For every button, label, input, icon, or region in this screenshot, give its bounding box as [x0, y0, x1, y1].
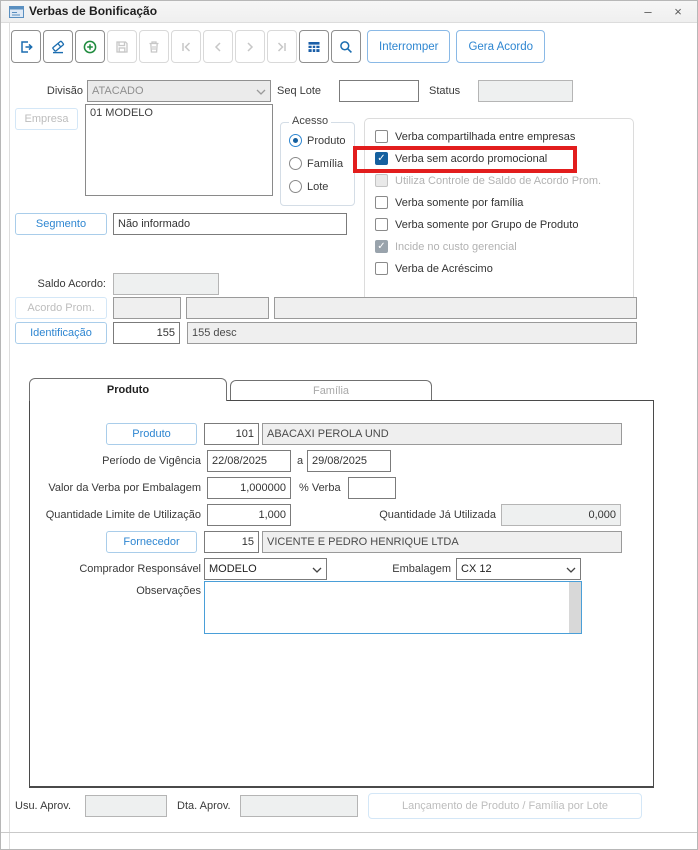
toolbar — [11, 30, 545, 63]
identificacao-desc-input: 155 desc — [187, 322, 637, 344]
seq-lote-label: Seq Lote — [277, 85, 322, 97]
usu-aprov-input — [85, 795, 167, 817]
observacoes-textarea[interactable] — [204, 581, 582, 634]
saldo-acordo-input — [113, 273, 219, 295]
left-edge-divider — [9, 23, 10, 849]
radio-unselected-icon — [289, 180, 302, 193]
status-label: Status — [429, 85, 461, 97]
checkbox-label: Verba de Acréscimo — [395, 262, 493, 275]
periodo-conjunction-label: a — [297, 455, 304, 467]
checkbox-checked-disabled-icon: ✓ — [375, 240, 388, 253]
flags-panel — [364, 118, 634, 302]
acordo-prom-input-1 — [113, 297, 181, 319]
form-icon — [9, 6, 24, 18]
add-button[interactable] — [75, 30, 105, 63]
checkbox-label: Incide no custo gerencial — [395, 240, 517, 253]
divisao-select — [87, 80, 271, 102]
seq-lote-input[interactable] — [339, 80, 419, 102]
checkbox-label: Verba somente por Grupo de Produto — [395, 218, 579, 231]
scrollbar[interactable] — [569, 582, 581, 633]
radio-selected-icon — [289, 134, 302, 147]
checkbox-unchecked-icon — [375, 196, 388, 209]
search-button[interactable] — [331, 30, 361, 63]
fornecedor-code-input[interactable]: 15 — [204, 531, 259, 553]
exit-button[interactable] — [11, 30, 41, 63]
interromper-button[interactable]: Interromper — [367, 30, 450, 63]
valor-verba-label: Valor da Verba por Embalagem — [48, 482, 201, 494]
lancamento-lote-button: Lançamento de Produto / Família por Lote — [368, 793, 642, 819]
pct-verba-input[interactable] — [348, 477, 396, 499]
checkbox-verba-sem-acordo[interactable] — [375, 152, 547, 165]
eraser-icon — [50, 39, 66, 55]
plus-circle-icon — [82, 39, 98, 55]
acordo-prom-input-2 — [186, 297, 269, 319]
chevron-down-icon — [256, 89, 266, 95]
saldo-acordo-label: Saldo Acordo: — [37, 278, 106, 290]
segmento-button[interactable]: Segmento — [15, 213, 107, 235]
empresa-button: Empresa — [15, 108, 78, 130]
valor-verba-input[interactable]: 1,000000 — [207, 477, 291, 499]
window-title: Verbas de Bonificação — [29, 4, 158, 18]
embalagem-select[interactable] — [456, 558, 581, 580]
usu-aprov-label: Usu. Aprov. — [15, 800, 72, 812]
first-record-button — [171, 30, 201, 63]
radio-familia[interactable] — [289, 157, 343, 170]
checkbox-unchecked-icon — [375, 130, 388, 143]
radio-lote-label: Lote — [307, 180, 329, 193]
grid-button[interactable] — [299, 30, 329, 63]
periodo-label: Período de Vigência — [102, 455, 201, 467]
fornecedor-button[interactable]: Fornecedor — [106, 531, 197, 553]
checkbox-label: Verba sem acordo promocional — [395, 152, 548, 165]
comprador-value: MODELO — [209, 563, 257, 575]
exit-icon — [18, 39, 34, 55]
empresa-list-item[interactable]: 01 MODELO — [90, 107, 153, 119]
qtd-utilizada-input: 0,000 — [501, 504, 621, 526]
comprador-label: Comprador Responsável — [79, 563, 201, 575]
save-icon — [114, 39, 130, 55]
produto-button[interactable]: Produto — [106, 423, 197, 445]
minimize-button[interactable]: – — [644, 4, 652, 19]
last-record-icon — [274, 39, 290, 55]
embalagem-value: CX 12 — [461, 563, 492, 575]
delete-button — [139, 30, 169, 63]
chevron-down-icon — [312, 567, 322, 573]
acordo-prom-button: Acordo Prom. — [15, 297, 107, 319]
prior-record-icon — [210, 39, 226, 55]
qtd-utilizada-label: Quantidade Já Utilizada — [379, 509, 496, 521]
checkbox-label: Verba compartilhada entre empresas — [395, 130, 576, 143]
gera-acordo-button[interactable]: Gera Acordo — [456, 30, 545, 63]
checkbox-verba-compartilhada[interactable] — [375, 130, 575, 143]
chevron-down-icon — [566, 567, 576, 573]
bottom-divider — [1, 832, 698, 833]
save-button — [107, 30, 137, 63]
identificacao-button[interactable]: Identificação — [15, 322, 107, 344]
tab-produto[interactable]: Produto — [29, 378, 227, 401]
periodo-to-input[interactable]: 29/08/2025 — [307, 450, 391, 472]
produto-code-input[interactable]: 101 — [204, 423, 259, 445]
checkbox-verba-grupo-produto[interactable] — [375, 218, 578, 231]
trash-icon — [146, 39, 162, 55]
last-record-button — [267, 30, 297, 63]
next-record-button — [235, 30, 265, 63]
qtd-limite-label: Quantidade Limite de Utilização — [45, 509, 201, 521]
clear-button[interactable] — [43, 30, 73, 63]
checkbox-unchecked-icon — [375, 218, 388, 231]
comprador-select[interactable] — [204, 558, 327, 580]
checkbox-checked-icon: ✓ — [375, 152, 388, 165]
acesso-title: Acesso — [289, 115, 331, 127]
identificacao-code-input[interactable]: 155 — [113, 322, 180, 344]
first-record-icon — [178, 39, 194, 55]
checkbox-disabled-icon — [375, 174, 388, 187]
qtd-limite-input[interactable]: 1,000 — [207, 504, 291, 526]
status-input — [478, 80, 573, 102]
radio-unselected-icon — [289, 157, 302, 170]
observacoes-label: Observações — [136, 585, 201, 597]
checkbox-label: Utiliza Controle de Saldo de Acordo Prom. — [395, 174, 602, 187]
divisao-value: ATACADO — [92, 85, 144, 97]
tab-familia[interactable]: Família — [230, 380, 432, 400]
radio-produto-label: Produto — [307, 134, 346, 147]
fornecedor-name-input: VICENTE E PEDRO HENRIQUE LTDA — [262, 531, 622, 553]
periodo-from-input[interactable]: 22/08/2025 — [207, 450, 291, 472]
checkbox-unchecked-icon — [375, 262, 388, 275]
checkbox-incide-custo-gerencial — [375, 240, 517, 253]
checkbox-verba-acrescimo[interactable] — [375, 262, 493, 275]
next-record-icon — [242, 39, 258, 55]
search-icon — [338, 39, 354, 55]
divisao-label: Divisão — [46, 85, 83, 97]
checkbox-label: Verba somente por família — [395, 196, 524, 209]
produto-desc-input: ABACAXI PEROLA UND — [262, 423, 622, 445]
grid-icon — [306, 39, 322, 55]
dta-aprov-label: Dta. Aprov. — [177, 800, 231, 812]
pct-verba-label: % Verba — [299, 482, 341, 494]
prior-record-button — [203, 30, 233, 63]
radio-produto[interactable] — [289, 134, 346, 147]
checkbox-verba-somente-familia[interactable] — [375, 196, 523, 209]
empresa-list[interactable] — [85, 104, 273, 196]
acesso-groupbox — [280, 115, 355, 206]
segmento-input[interactable]: Não informado — [113, 213, 347, 235]
checkbox-utiliza-controle-saldo — [375, 174, 601, 187]
radio-lote[interactable] — [289, 180, 328, 193]
acordo-prom-input-3 — [274, 297, 637, 319]
title-bar — [1, 1, 698, 23]
embalagem-label: Embalagem — [392, 563, 451, 575]
radio-familia-label: Família — [307, 157, 344, 170]
dta-aprov-input — [240, 795, 358, 817]
close-button[interactable]: × — [674, 4, 682, 19]
